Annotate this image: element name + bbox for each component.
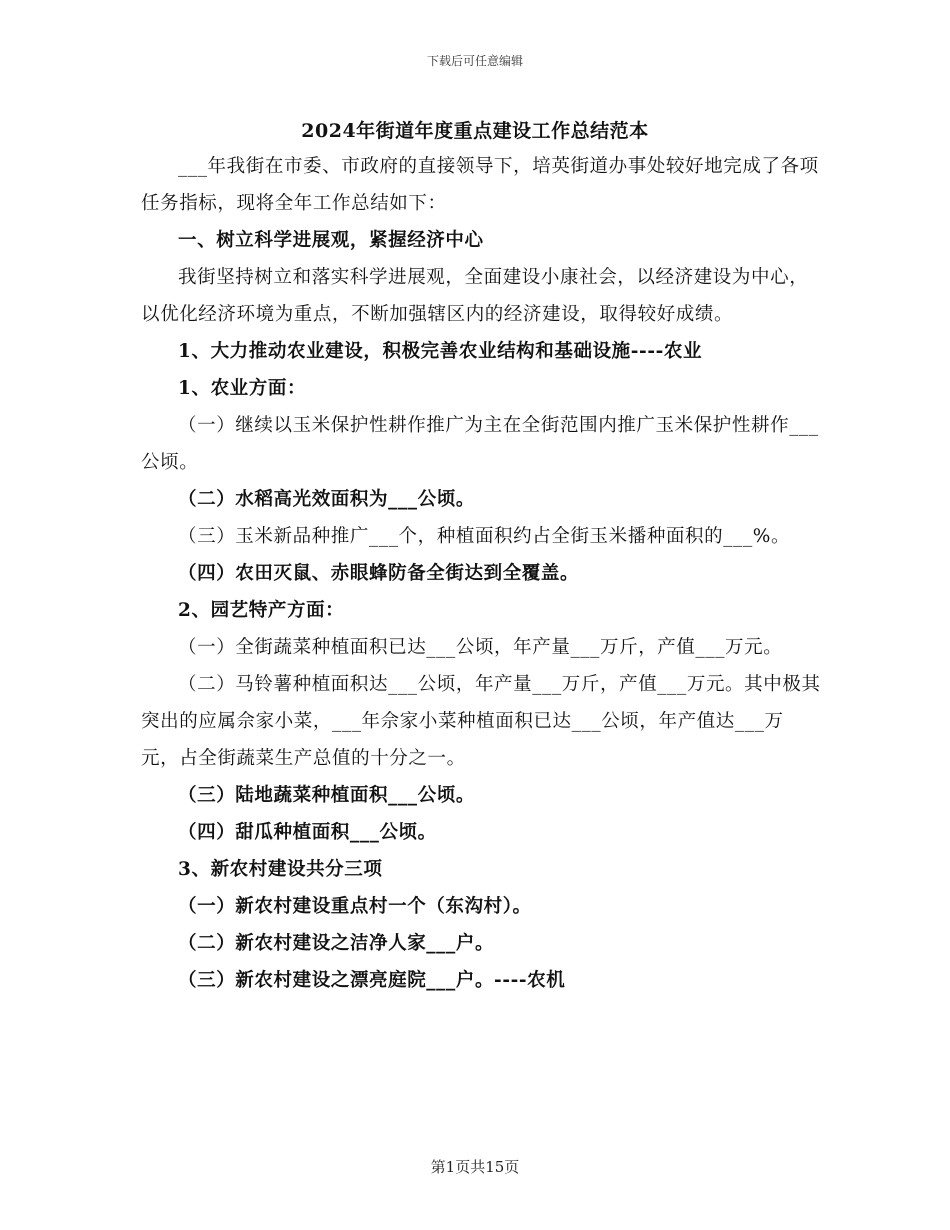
- list-item-bold: （三）新农村建设之漂亮庭院___户。----农机: [178, 970, 566, 991]
- list-item: （一）全街蔬菜种植面积已达___公顷，年产量___万斤，产值___万元。: [178, 637, 783, 658]
- document-body: [141, 148, 821, 999]
- list-item-bold: （四）甜瓜种植面积___公顷。: [178, 822, 437, 843]
- section-heading-1: 一、树立科学进展观，紧握经济中心: [178, 230, 484, 251]
- body-paragraph: 我街坚持树立和落实科学进展观，全面建设小康社会，以经济建设为中心，以优化经济环境为重点，不断加强辖区内的经济建设，取得较好成绩。: [141, 267, 809, 325]
- intro-paragraph: ___年我街在市委、市政府的直接领导下，培英街道办事处较好地完成了各项任务指标，现将全年工作总结如下：: [141, 156, 819, 214]
- item-heading-new-countryside: 3、新农村建设共分三项: [178, 859, 383, 880]
- item-heading-horticulture: 2、园艺特产方面：: [178, 600, 345, 621]
- subsection-heading: 1、大力推动农业建设，积极完善农业结构和基础设施----农业: [178, 341, 703, 362]
- list-item: （二）马铃薯种植面积达___公顷，年产量___万斤，产值___万元。其中极其突出的应属佘家小菜，___年佘家小菜种植面积已达___公顷，年产值达___万元，占全街蔬菜生产总值的十分之一。: [141, 674, 821, 769]
- page-footer: 第1页共15页: [430, 1158, 520, 1176]
- list-item: （三）玉米新品种推广___个，种植面积约占全街玉米播种面积的___%。: [178, 526, 791, 547]
- header-note: 下载后可任意编辑: [426, 54, 523, 68]
- document-title: 2024年街道年度重点建设工作总结范本: [301, 120, 649, 142]
- list-item-bold: （一）新农村建设重点村一个（东沟村）。: [178, 896, 532, 917]
- list-item-bold: （二）新农村建设之洁净人家___户。: [178, 933, 495, 954]
- item-heading-agriculture: 1、农业方面：: [178, 378, 307, 399]
- list-item-bold: （三）陆地蔬菜种植面积___公顷。: [178, 785, 475, 806]
- list-item-bold: （四）农田灭鼠、赤眼蜂防备全街达到全覆盖。: [178, 563, 580, 584]
- list-item-bold: （二）水稻高光效面积为___公顷。: [178, 489, 475, 510]
- list-item: （一）继续以玉米保护性耕作推广为主在全街范围内推广玉米保护性耕作___公顷。: [141, 415, 819, 473]
